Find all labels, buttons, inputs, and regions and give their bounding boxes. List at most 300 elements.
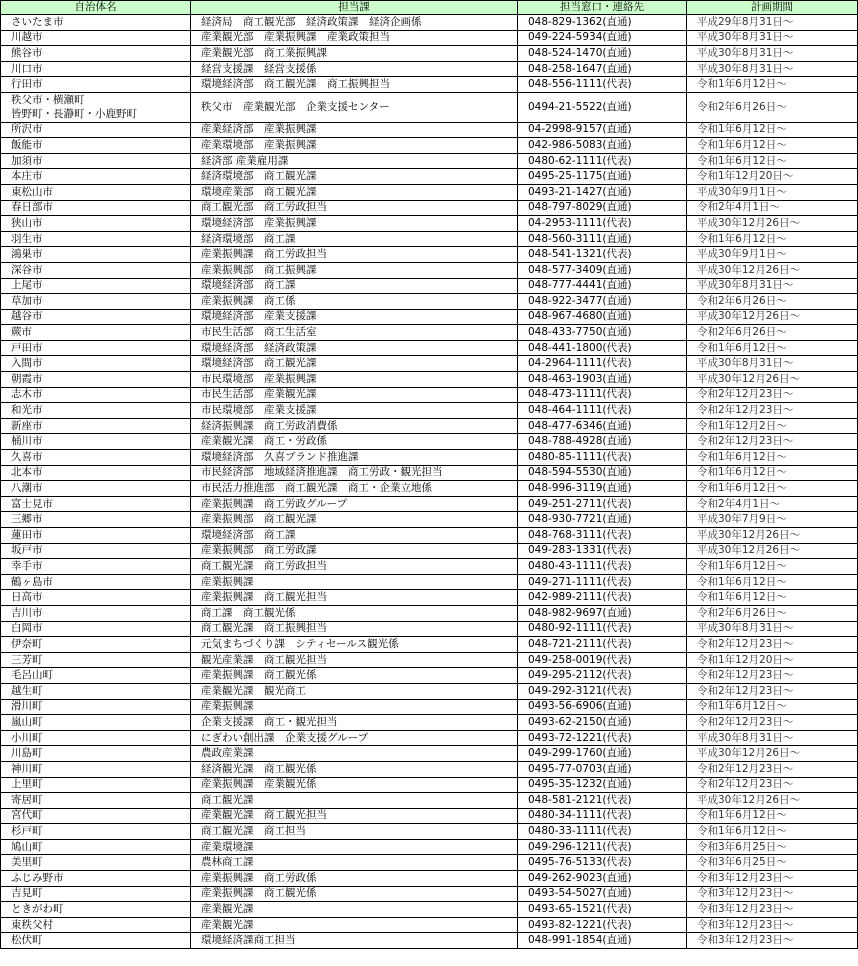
- department-cell: 産業観光課: [191, 917, 518, 933]
- table-row: [1, 902, 858, 918]
- table-row: [1, 294, 858, 310]
- plan-period-cell: 令和1年6月12日～: [687, 153, 858, 169]
- contact-cell: 048-581-2121(代表): [518, 793, 687, 809]
- contact-cell: 048-463-1903(直通): [518, 372, 687, 388]
- contact-cell: 049-299-1760(直通): [518, 746, 687, 762]
- table-row: [1, 77, 858, 93]
- contact-cell: 049-271-1111(代表): [518, 574, 687, 590]
- plan-period-cell: 令和3年12月23日～: [687, 871, 858, 887]
- table-row: [1, 543, 858, 559]
- plan-period-cell: 令和1年6月12日～: [687, 340, 858, 356]
- department-cell: 産業振興課 商工観光担当: [191, 590, 518, 606]
- municipality-cell: 小川町: [1, 730, 191, 746]
- table-row: [1, 683, 858, 699]
- department-cell: 農政産業課: [191, 746, 518, 762]
- contact-cell: 049-258-0019(代表): [518, 652, 687, 668]
- department-cell: 産業観光部 産業振興課 産業政策担当: [191, 30, 518, 46]
- department-cell: 農林商工課: [191, 855, 518, 871]
- plan-period-cell: 平成30年9月1日～: [687, 247, 858, 263]
- plan-period-cell: 令和1年12月20日～: [687, 652, 858, 668]
- department-cell: 産業観光課 商工・労政係: [191, 434, 518, 450]
- municipality-line: 秩父市・横瀬町: [11, 94, 85, 107]
- plan-period-cell: 令和2年4月1日～: [687, 496, 858, 512]
- plan-period-cell: 令和2年12月23日～: [687, 434, 858, 450]
- department-cell: 市民生活部 商工生活室: [191, 325, 518, 341]
- table-row: [1, 839, 858, 855]
- plan-period-cell: 平成30年8月31日～: [687, 61, 858, 77]
- department-cell: 市民環境部 産業振興課: [191, 372, 518, 388]
- municipality-cell: 吉見町: [1, 886, 191, 902]
- plan-period-cell: 令和1年6月12日～: [687, 465, 858, 481]
- department-cell: 経済環境部 商工観光課: [191, 169, 518, 185]
- municipality-cell: 朝霞市: [1, 372, 191, 388]
- department-cell: 経済環境部 商工課: [191, 231, 518, 247]
- municipality-cell: 嵐山町: [1, 715, 191, 731]
- contact-cell: 042-989-2111(代表): [518, 590, 687, 606]
- plan-period-cell: 平成30年12月26日～: [687, 262, 858, 278]
- municipality-cell: 杉戸町: [1, 824, 191, 840]
- plan-period-cell: 平成30年8月31日～: [687, 30, 858, 46]
- municipality-cell: 幸手市: [1, 559, 191, 575]
- table-row: [1, 528, 858, 544]
- contact-cell: 048-991-1854(直通): [518, 933, 687, 949]
- municipality-cell: 三郷市: [1, 512, 191, 528]
- department-cell: 産業環境課: [191, 839, 518, 855]
- municipality-cell: 鴻巣市: [1, 247, 191, 263]
- header-contact: 担当窓口・連絡先: [518, 1, 687, 15]
- table-row: [1, 216, 858, 232]
- contact-cell: 048-982-9697(直通): [518, 605, 687, 621]
- department-cell: 市民経済部 地域経済推進課 商工労政・観光担当: [191, 465, 518, 481]
- municipality-cell: 飯能市: [1, 138, 191, 154]
- municipality-cell: 美里町: [1, 855, 191, 871]
- department-cell: 産業観光課 観光商工: [191, 683, 518, 699]
- municipality-cell: 伊奈町: [1, 637, 191, 653]
- municipality-cell: 富士見市: [1, 496, 191, 512]
- department-cell: 産業振興課 商工観光係: [191, 886, 518, 902]
- municipality-cell: 毛呂山町: [1, 668, 191, 684]
- table-row: [1, 761, 858, 777]
- municipality-cell: 羽生市: [1, 231, 191, 247]
- plan-period-cell: 令和1年6月12日～: [687, 77, 858, 93]
- municipality-cell: 神川町: [1, 761, 191, 777]
- table-row: [1, 855, 858, 871]
- table-row: [1, 340, 858, 356]
- plan-period-cell: 令和1年6月12日～: [687, 122, 858, 138]
- plan-period-cell: 平成30年12月26日～: [687, 746, 858, 762]
- municipality-cell: 加須市: [1, 153, 191, 169]
- table-row: [1, 356, 858, 372]
- municipality-cell: 吉川市: [1, 605, 191, 621]
- department-cell: 環境経済部 経済政策課: [191, 340, 518, 356]
- department-cell: 商工観光部 商工労政担当: [191, 200, 518, 216]
- department-cell: 産業振興部 商工観光課: [191, 512, 518, 528]
- table-row: [1, 465, 858, 481]
- municipality-cell: 鶴ヶ島市: [1, 574, 191, 590]
- table-row: [1, 699, 858, 715]
- contact-cell: 0493-65-1521(代表): [518, 902, 687, 918]
- contact-cell: 048-524-1470(直通): [518, 46, 687, 62]
- contact-cell: 048-797-8029(直通): [518, 200, 687, 216]
- department-cell: 経済部 産業雇用課: [191, 153, 518, 169]
- plan-period-cell: 令和3年6月25日～: [687, 855, 858, 871]
- table-row: [1, 184, 858, 200]
- plan-period-cell: 令和2年12月23日～: [687, 637, 858, 653]
- plan-period-cell: 平成30年8月31日～: [687, 356, 858, 372]
- contact-cell: 049-283-1331(代表): [518, 543, 687, 559]
- department-cell: 秩父市 産業観光部 企業支援センター: [191, 92, 518, 122]
- plan-period-cell: 令和2年4月1日～: [687, 200, 858, 216]
- table-row: [1, 808, 858, 824]
- municipality-cell: 蕨市: [1, 325, 191, 341]
- department-cell: 市民生活部 産業観光課: [191, 387, 518, 403]
- plan-period-cell: 令和2年12月23日～: [687, 403, 858, 419]
- contact-cell: 048-473-1111(代表): [518, 387, 687, 403]
- contact-cell: 0493-56-6906(直通): [518, 699, 687, 715]
- contact-cell: 048-829-1362(直通): [518, 15, 687, 31]
- contact-cell: 048-560-3111(直通): [518, 231, 687, 247]
- table-row: [1, 262, 858, 278]
- plan-period-cell: 令和2年6月26日～: [687, 325, 858, 341]
- plan-period-cell: 令和1年6月12日～: [687, 699, 858, 715]
- department-cell: 産業観光課 商工観光担当: [191, 808, 518, 824]
- contact-cell: 0495-35-1232(直通): [518, 777, 687, 793]
- table-row: [1, 122, 858, 138]
- table-row: [1, 496, 858, 512]
- contact-cell: 042-986-5083(直通): [518, 138, 687, 154]
- table-row: [1, 933, 858, 949]
- plan-period-cell: 平成30年12月26日～: [687, 543, 858, 559]
- table-row: [1, 481, 858, 497]
- table-row: [1, 605, 858, 621]
- table-row: [1, 715, 858, 731]
- department-cell: 産業振興課: [191, 699, 518, 715]
- municipality-cell: 北本市: [1, 465, 191, 481]
- department-cell: 経済観光課 商工観光係: [191, 761, 518, 777]
- table-row: [1, 247, 858, 263]
- table-row: [1, 746, 858, 762]
- department-cell: 経営支援課 経営支援係: [191, 61, 518, 77]
- table-row: [1, 590, 858, 606]
- contact-cell: 048-930-7721(直通): [518, 512, 687, 528]
- plan-period-cell: 令和1年6月12日～: [687, 574, 858, 590]
- contact-cell: 048-777-4441(直通): [518, 278, 687, 294]
- municipality-cell: 東松山市: [1, 184, 191, 200]
- municipality-cell: 滑川町: [1, 699, 191, 715]
- table-row: [1, 309, 858, 325]
- contact-cell: 049-251-2711(代表): [518, 496, 687, 512]
- municipality-cell: 八潮市: [1, 481, 191, 497]
- department-cell: 環境経済部 産業支援課: [191, 309, 518, 325]
- header-department: 担当課: [191, 1, 518, 15]
- table-row: [1, 512, 858, 528]
- contact-cell: 0493-72-1221(代表): [518, 730, 687, 746]
- contact-cell: 0493-54-5027(直通): [518, 886, 687, 902]
- municipality-cell: 川越市: [1, 30, 191, 46]
- table-row: [1, 793, 858, 809]
- table-row: [1, 231, 858, 247]
- municipality-cell: ふじみ野市: [1, 871, 191, 887]
- plan-period-cell: 平成30年12月26日～: [687, 372, 858, 388]
- table-row: [1, 917, 858, 933]
- municipality-cell: 狭山市: [1, 216, 191, 232]
- department-cell: 経済局 商工観光部 経済政策課 経済企画係: [191, 15, 518, 31]
- contact-cell: 049-296-1211(代表): [518, 839, 687, 855]
- table-row: [1, 46, 858, 62]
- department-cell: 商工観光課: [191, 793, 518, 809]
- contact-cell: 048-477-6346(直通): [518, 418, 687, 434]
- department-cell: 産業振興部 商工労政課: [191, 543, 518, 559]
- table-row: [1, 372, 858, 388]
- department-cell: 産業振興課 商工労政担当: [191, 247, 518, 263]
- plan-period-cell: 令和1年6月12日～: [687, 138, 858, 154]
- department-cell: 商工観光課 商工担当: [191, 824, 518, 840]
- plan-period-cell: 令和2年12月23日～: [687, 777, 858, 793]
- plan-period-cell: 令和3年12月23日～: [687, 933, 858, 949]
- municipality-cell: 春日部市: [1, 200, 191, 216]
- department-cell: 市民活力推進部 商工観光課 商工・企業立地係: [191, 481, 518, 497]
- municipality-cell: 熊谷市: [1, 46, 191, 62]
- municipality-cell: 戸田市: [1, 340, 191, 356]
- municipality-cell: [1, 92, 191, 122]
- contact-cell: 049-295-2112(代表): [518, 668, 687, 684]
- table-row: [1, 777, 858, 793]
- contact-cell: 0493-82-1221(代表): [518, 917, 687, 933]
- plan-period-cell: 平成30年8月31日～: [687, 621, 858, 637]
- contact-cell: 0480-34-1111(代表): [518, 808, 687, 824]
- municipality-cell: 本庄市: [1, 169, 191, 185]
- department-cell: 市民環境部 産業支援課: [191, 403, 518, 419]
- municipality-cell: 白岡市: [1, 621, 191, 637]
- table-row: [1, 61, 858, 77]
- municipality-cell: さいたま市: [1, 15, 191, 31]
- contact-cell: 048-721-2111(代表): [518, 637, 687, 653]
- plan-period-cell: 令和2年6月26日～: [687, 605, 858, 621]
- contact-cell: 048-594-5530(直通): [518, 465, 687, 481]
- table-row: [1, 138, 858, 154]
- plan-period-cell: 平成30年8月31日～: [687, 730, 858, 746]
- department-cell: 産業環境部 産業振興課: [191, 138, 518, 154]
- table-row: [1, 169, 858, 185]
- contact-cell: 048-967-4680(直通): [518, 309, 687, 325]
- table-row: [1, 824, 858, 840]
- table-row: [1, 637, 858, 653]
- contact-cell: 0480-43-1111(代表): [518, 559, 687, 575]
- table-row: [1, 200, 858, 216]
- contact-cell: 048-441-1800(代表): [518, 340, 687, 356]
- plan-period-cell: 令和2年12月23日～: [687, 668, 858, 684]
- table-body: [1, 15, 858, 949]
- municipality-cell: 久喜市: [1, 450, 191, 466]
- plan-period-cell: 令和1年6月12日～: [687, 824, 858, 840]
- plan-period-cell: 平成30年8月31日～: [687, 46, 858, 62]
- department-cell: 商工観光課 商工振興担当: [191, 621, 518, 637]
- plan-period-cell: 平成30年12月26日～: [687, 309, 858, 325]
- municipality-cell: 東秩父村: [1, 917, 191, 933]
- plan-period-cell: 令和2年6月26日～: [687, 92, 858, 122]
- municipality-cell: 上尾市: [1, 278, 191, 294]
- header-municipality: 自治体名: [1, 1, 191, 15]
- department-cell: 環境経済部 商工課: [191, 278, 518, 294]
- contact-cell: 048-996-3119(直通): [518, 481, 687, 497]
- plan-period-cell: 令和3年12月23日～: [687, 886, 858, 902]
- department-cell: 産業振興課: [191, 574, 518, 590]
- table-row: [1, 668, 858, 684]
- municipality-cell: 蓮田市: [1, 528, 191, 544]
- table-row: [1, 730, 858, 746]
- department-cell: にぎわい創出課 企業支援グループ: [191, 730, 518, 746]
- contact-cell: 049-224-5934(直通): [518, 30, 687, 46]
- municipality-line: 皆野町・長瀞町・小鹿野町: [11, 108, 137, 121]
- municipality-cell: 入間市: [1, 356, 191, 372]
- table-row: [1, 278, 858, 294]
- table-row: [1, 92, 858, 122]
- municipality-cell: 深谷市: [1, 262, 191, 278]
- plan-period-cell: 令和2年12月23日～: [687, 683, 858, 699]
- table-row: [1, 652, 858, 668]
- table-row: [1, 574, 858, 590]
- contact-cell: 048-541-1321(代表): [518, 247, 687, 263]
- contact-cell: 048-556-1111(代表): [518, 77, 687, 93]
- municipality-cell: 坂戸市: [1, 543, 191, 559]
- department-cell: 商工課 商工観光係: [191, 605, 518, 621]
- municipality-cell: 桶川市: [1, 434, 191, 450]
- department-cell: 環境経済課商工担当: [191, 933, 518, 949]
- table-row: [1, 559, 858, 575]
- department-cell: 企業支援課 商工・観光担当: [191, 715, 518, 731]
- department-cell: 元気まちづくり課 シティセールス観光係: [191, 637, 518, 653]
- municipality-cell: 和光市: [1, 403, 191, 419]
- contact-cell: 048-788-4928(直通): [518, 434, 687, 450]
- department-cell: 環境経済部 商工観光課 商工振興担当: [191, 77, 518, 93]
- municipality-cell: 所沢市: [1, 122, 191, 138]
- department-cell: 産業振興課 商工観光係: [191, 668, 518, 684]
- plan-period-cell: 令和1年6月12日～: [687, 231, 858, 247]
- table-row: [1, 418, 858, 434]
- contact-cell: 0495-25-1175(直通): [518, 169, 687, 185]
- municipality-cell: 草加市: [1, 294, 191, 310]
- plan-period-cell: 平成29年8月31日～: [687, 15, 858, 31]
- department-cell: 環境経済部 久喜ブランド推進課: [191, 450, 518, 466]
- contact-cell: 0480-62-1111(代表): [518, 153, 687, 169]
- contact-cell: 048-768-3111(代表): [518, 528, 687, 544]
- table-row: [1, 325, 858, 341]
- municipality-cell: ときがわ町: [1, 902, 191, 918]
- contact-cell: 0493-62-2150(直通): [518, 715, 687, 731]
- contact-cell: 0480-33-1111(代表): [518, 824, 687, 840]
- plan-period-cell: 令和1年12月2日～: [687, 418, 858, 434]
- contact-cell: 04-2964-1111(代表): [518, 356, 687, 372]
- department-cell: 産業振興課 産業観光係: [191, 777, 518, 793]
- department-cell: 産業振興課 商工労政係: [191, 871, 518, 887]
- table-row: [1, 403, 858, 419]
- table-header-row: [1, 1, 858, 15]
- municipality-cell: 越生町: [1, 683, 191, 699]
- contact-cell: 049-262-9023(直通): [518, 871, 687, 887]
- table-row: [1, 621, 858, 637]
- plan-period-cell: 平成30年12月26日～: [687, 528, 858, 544]
- municipality-cell: 上里町: [1, 777, 191, 793]
- department-cell: 商工観光課 商工労政担当: [191, 559, 518, 575]
- table-row: [1, 434, 858, 450]
- plan-period-cell: 令和1年12月20日～: [687, 169, 858, 185]
- plan-period-cell: 令和2年12月23日～: [687, 387, 858, 403]
- municipality-cell: 川島町: [1, 746, 191, 762]
- department-cell: 観光産業課 商工観光担当: [191, 652, 518, 668]
- department-cell: 環境産業部 商工観光課: [191, 184, 518, 200]
- plan-period-cell: 令和1年6月12日～: [687, 590, 858, 606]
- department-cell: 環境経済部 商工課: [191, 528, 518, 544]
- plan-period-cell: 令和1年6月12日～: [687, 559, 858, 575]
- plan-period-cell: 令和3年6月25日～: [687, 839, 858, 855]
- municipality-cell: 三芳町: [1, 652, 191, 668]
- table-row: [1, 871, 858, 887]
- table-row: [1, 450, 858, 466]
- department-cell: 産業振興部 商工振興課: [191, 262, 518, 278]
- plan-period-cell: 令和2年6月26日～: [687, 294, 858, 310]
- municipality-cell: 新座市: [1, 418, 191, 434]
- municipality-cell: 寄居町: [1, 793, 191, 809]
- department-cell: 産業経済部 産業振興課: [191, 122, 518, 138]
- plan-period-cell: 令和1年6月12日～: [687, 450, 858, 466]
- table-row: [1, 30, 858, 46]
- municipality-cell: 松伏町: [1, 933, 191, 949]
- department-cell: 環境経済部 商工観光課: [191, 356, 518, 372]
- plan-period-cell: 平成30年12月26日～: [687, 216, 858, 232]
- table-row: [1, 15, 858, 31]
- contact-cell: 0480-92-1111(代表): [518, 621, 687, 637]
- plan-period-cell: 令和2年12月23日～: [687, 761, 858, 777]
- contact-cell: 0493-21-1427(直通): [518, 184, 687, 200]
- municipality-cell: 鳩山町: [1, 839, 191, 855]
- plan-period-cell: 平成30年8月31日～: [687, 278, 858, 294]
- plan-period-cell: 令和3年12月23日～: [687, 902, 858, 918]
- plan-period-cell: 平成30年12月26日～: [687, 793, 858, 809]
- contact-cell: 04-2998-9157(直通): [518, 122, 687, 138]
- table-row: [1, 153, 858, 169]
- plan-period-cell: 令和1年6月12日～: [687, 481, 858, 497]
- municipality-cell: 日高市: [1, 590, 191, 606]
- contact-cell: 048-258-1647(直通): [518, 61, 687, 77]
- contact-cell: 048-433-7750(直通): [518, 325, 687, 341]
- table-row: [1, 387, 858, 403]
- municipality-cell: 志木市: [1, 387, 191, 403]
- contact-cell: 0480-85-1111(代表): [518, 450, 687, 466]
- plan-period-cell: 平成30年9月1日～: [687, 184, 858, 200]
- header-plan-period: 計画期間: [687, 1, 858, 15]
- municipality-cell: 川口市: [1, 61, 191, 77]
- contact-cell: 0495-76-5133(代表): [518, 855, 687, 871]
- contact-cell: 048-922-3477(直通): [518, 294, 687, 310]
- municipality-cell: 宮代町: [1, 808, 191, 824]
- contact-cell: 048-577-3409(直通): [518, 262, 687, 278]
- contact-cell: 0495-77-0703(直通): [518, 761, 687, 777]
- department-cell: 産業振興課 商工労政グループ: [191, 496, 518, 512]
- plan-period-cell: 令和2年12月23日～: [687, 715, 858, 731]
- municipality-cell: 行田市: [1, 77, 191, 93]
- plan-period-cell: 平成30年7月9日～: [687, 512, 858, 528]
- department-cell: 産業観光部 商工業振興課: [191, 46, 518, 62]
- plan-period-cell: 令和3年12月23日～: [687, 917, 858, 933]
- contact-cell: 048-464-1111(代表): [518, 403, 687, 419]
- plan-period-cell: 令和1年6月12日～: [687, 808, 858, 824]
- department-cell: 経済振興課 商工労政消費係: [191, 418, 518, 434]
- contact-cell: 04-2953-1111(代表): [518, 216, 687, 232]
- department-cell: 環境経済部 産業振興課: [191, 216, 518, 232]
- contact-cell: 049-292-3121(代表): [518, 683, 687, 699]
- table-row: [1, 886, 858, 902]
- department-cell: 産業観光課: [191, 902, 518, 918]
